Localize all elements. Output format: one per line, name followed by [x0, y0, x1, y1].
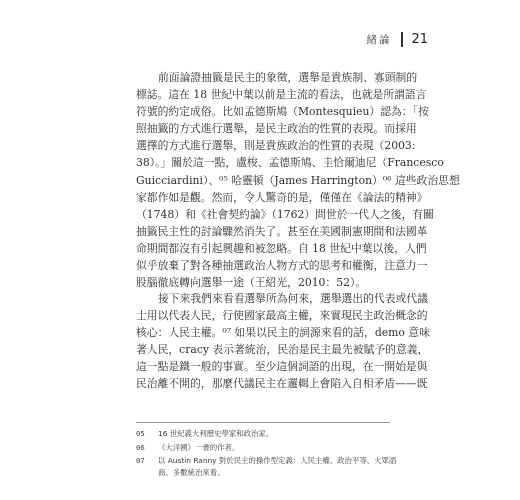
text-line: 照抽籤的方式進行選舉，是民主政治的性質的表現。而採用 [136, 122, 417, 136]
text-line: （1748）和《社會契約論》（1762）問世於一代人之後，有關 [136, 207, 434, 221]
footnote-number: 06 [136, 442, 145, 452]
footnote-number: 05 [136, 429, 145, 438]
text-line: 股腦徹底轉向選舉一途（王紹光，2010：52）。 [136, 276, 367, 290]
text-line: 標誌。這在 18 世紀中葉以前是主流的看法，也就是所謂語言 [136, 88, 427, 102]
footnote-item [136, 455, 406, 478]
running-header [366, 30, 428, 48]
text-line: 士用以代表人民，行使國家最高主權，來實現民主政治概念的 [136, 309, 428, 323]
page-number: 21 [411, 31, 428, 47]
header-divider [401, 32, 403, 47]
footnote-item [136, 428, 406, 440]
footnote-text: 以 Austin Ranny 對於民主的操作型定義：人民主權、政治平等、大眾諮商、多數統治來看。 [158, 456, 397, 477]
text-line: 著人民，cracy 表示著統治，民治是民主最先被賦予的意義， [136, 343, 429, 357]
text-line: 命期間都沒有引起興趣和被忽略。自 18 世紀中葉以後，人們 [136, 241, 427, 255]
footnote-item [136, 442, 406, 454]
footnote-number: 07 [136, 456, 145, 465]
paragraph-1 [136, 69, 460, 291]
text-line: 民治離不開的，那麼代議民主在邏輯上會陷入自相矛盾——既 [136, 377, 428, 391]
text-line: 似乎放棄了對各種抽選政治人物方式的思考和權衡，注意力一 [136, 259, 428, 273]
text-line: 家都作如是觀。然而，令人驚奇的是，僅僅在《論法的精神》 [136, 190, 428, 204]
text-line: 抽籤民主性的討論驟然消失了。甚至在美國制憲期間和法國革 [136, 224, 428, 238]
text-line: 這一點是鐵一般的事實。至少這個詞語的出現，在一開始是與 [136, 360, 428, 374]
paragraph-2 [136, 290, 430, 393]
footnote-separator [136, 422, 390, 423]
text-line: Guicciardini）、⁰⁵ 哈靈頓（James Harrington）⁰⁶ 這些政治思想 [136, 173, 460, 187]
text-line: 核心：人民主權。⁰⁷ 如果以民主的詞源來看的話，demo 意味 [136, 326, 430, 340]
text-line: 選擇的方式進行選舉，則是貴族政治的性質的表現（2003: [136, 139, 416, 153]
footnote-text: 《大洋國》一書的作者。 [158, 442, 240, 452]
chapter-title: 緒論 [366, 33, 392, 46]
text-line: 符號的約定成俗。比如孟德斯鳩（Montesquieu）認為：「按 [136, 105, 429, 119]
text-line: 38）。」關於這一點，盧梭、孟德斯鳩、圭恰爾迪尼（Francesco [136, 156, 444, 170]
footnotes [136, 428, 406, 480]
text-line: 前面論證抽籤是民主的象徵，選舉是貴族制、寡頭制的 [158, 71, 418, 84]
text-line: 接下來我們來看看選舉所為何來，選舉選出的代表或代議 [158, 292, 428, 305]
footnote-text: 16 世紀義大利歷史學家和政治家。 [158, 429, 274, 438]
